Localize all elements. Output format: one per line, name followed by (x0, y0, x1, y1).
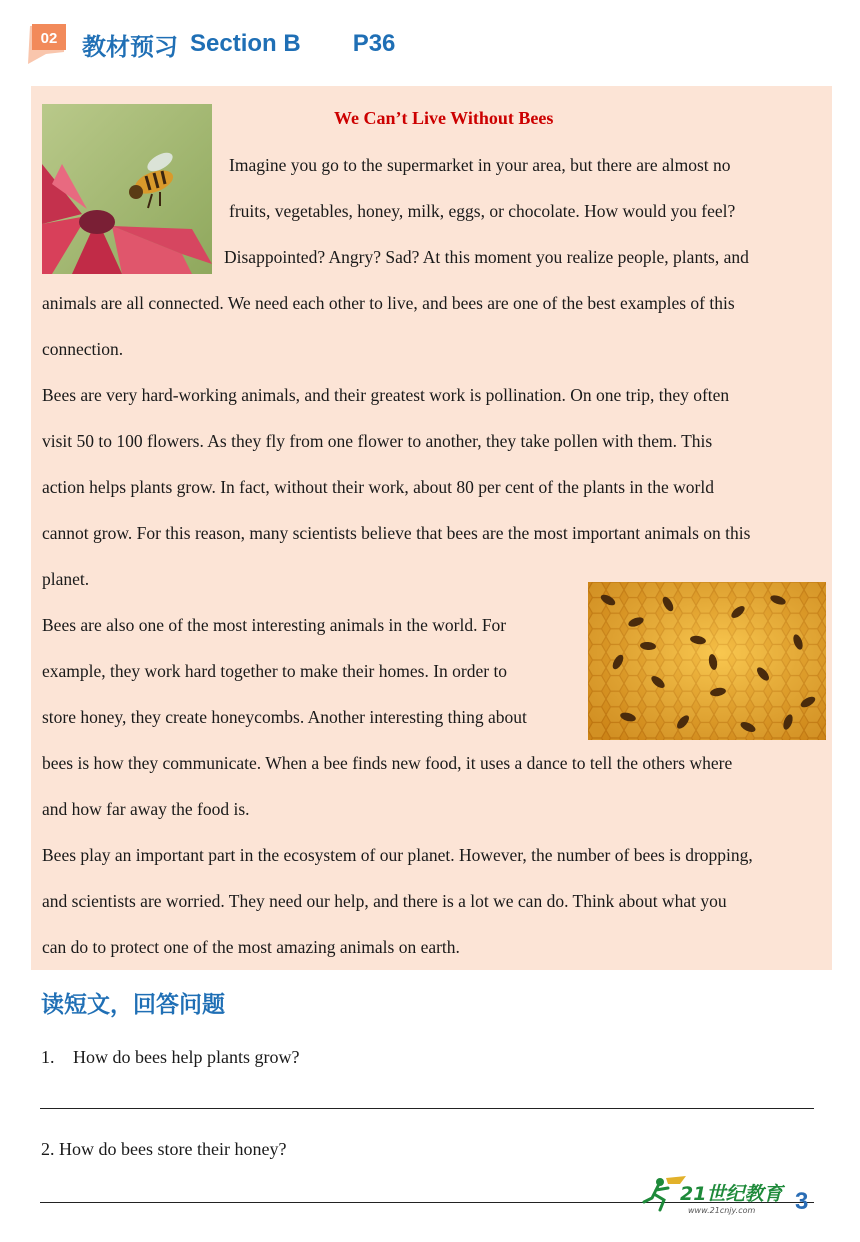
article-line: Imagine you go to the supermarket in your area, but there are almost no (229, 155, 731, 175)
question-1-text: How do bees help plants grow? (73, 1047, 300, 1067)
header-title-cn: 教材预习 (82, 32, 178, 61)
header-page-ref: P36 (352, 30, 396, 57)
21cnjy-logo (640, 1172, 800, 1218)
article-line: action helps plants grow. In fact, without their work, about 80 per cent of the plants in the world (42, 477, 714, 497)
article-line: Bees play an important part in the ecosystem of our planet. However, the number of bees is dropping, (42, 845, 753, 865)
article-line: and scientists are worried. They need our help, and there is a lot we can do. Think about what you (42, 891, 727, 911)
honeycomb-image (588, 582, 826, 740)
article-line: example, they work hard together to make their homes. In order to (42, 661, 508, 681)
bee-on-flower-image (42, 104, 212, 274)
article-line: animals are all connected. We need each other to live, and bees are one of the best examples of this (42, 293, 735, 313)
article-line: Bees are also one of the most interesting animals in the world. For (42, 615, 507, 635)
question-1-number: 1. (41, 1047, 55, 1067)
article-line: can do to protect one of the most amazing animals on earth. (42, 937, 460, 957)
article-line: fruits, vegetables, honey, milk, eggs, or chocolate. How would you feel? (229, 201, 736, 221)
article-line: Disappointed? Angry? Sad? At this moment you realize people, plants, and (224, 247, 749, 267)
article-line: cannot grow. For this reason, many scientists believe that bees are the most important animals on this (42, 523, 751, 543)
badge-number: 02 (40, 30, 58, 47)
question-1 (41, 1047, 299, 1068)
article-line: Bees are very hard-working animals, and their greatest work is pollination. On one trip, they often (42, 385, 730, 405)
answer-line-1[interactable] (40, 1108, 814, 1109)
question-2: 2. How do bees store their honey? (41, 1139, 287, 1159)
article-line: bees is how they communicate. When a bee finds new food, it uses a dance to tell the others where (42, 753, 733, 773)
article-line: planet. (42, 569, 90, 589)
header-section: Section B (190, 30, 301, 57)
article-title: We Can’t Live Without Bees (334, 108, 554, 128)
logo-text: 21世纪教育 (680, 1183, 783, 1205)
questions-heading: 读短文，回答问题 (41, 992, 225, 1018)
article-line: store honey, they create honeycombs. Another interesting thing about (42, 707, 527, 727)
article-line: and how far away the food is. (42, 799, 250, 819)
reading-panel (31, 86, 832, 970)
section-badge (26, 22, 68, 66)
page-number: 3 (795, 1188, 809, 1215)
article-line: visit 50 to 100 flowers. As they fly from one flower to another, they take pollen with them. This (42, 431, 713, 451)
logo-url-text: www.21cnjy.com (688, 1206, 756, 1215)
page-header (82, 26, 395, 62)
article-line: connection. (42, 339, 124, 359)
